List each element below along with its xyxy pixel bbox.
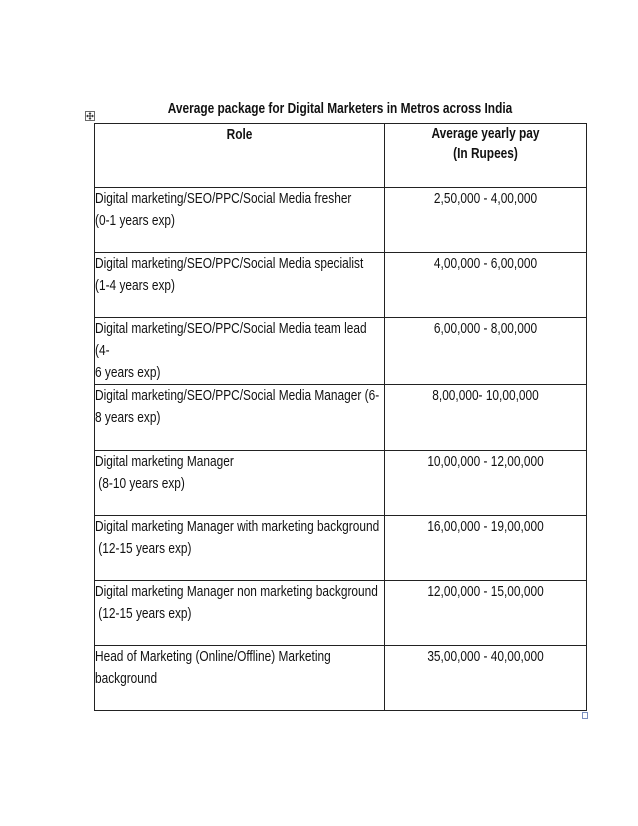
table-resize-handle-icon[interactable] — [582, 712, 588, 719]
table-row — [95, 645, 587, 710]
pay-cell: 35,00,000 - 40,00,000 — [385, 645, 587, 710]
role-cell: Digital marketing/SEO/PPC/Social Media fresher (0-1 years exp) — [95, 188, 385, 253]
role-cell: Digital marketing/SEO/PPC/Social Media team lead (4- 6 years exp) — [95, 318, 385, 385]
table-row — [95, 515, 587, 580]
pay-cell: 10,00,000 - 12,00,000 — [385, 450, 587, 515]
pay-cell: 2,50,000 - 4,00,000 — [385, 188, 587, 253]
pay-cell: 4,00,000 - 6,00,000 — [385, 253, 587, 318]
role-cell: Digital marketing/SEO/PPC/Social Media specialist (1-4 years exp) — [95, 253, 385, 318]
table-row — [95, 580, 587, 645]
pay-cell: 6,00,000 - 8,00,000 — [385, 318, 587, 385]
header-role: Role — [95, 124, 385, 188]
header-pay — [385, 124, 587, 188]
pay-cell: 8,00,000- 10,00,000 — [385, 385, 587, 450]
document-title: Average package for Digital Marketers in Metros across India — [167, 101, 513, 117]
role-cell: Head of Marketing (Online/Offline) Marketing background — [95, 645, 385, 710]
pay-cell: 12,00,000 - 15,00,000 — [385, 580, 587, 645]
table-row — [95, 253, 587, 318]
salary-table — [94, 123, 587, 711]
table-row — [95, 318, 587, 385]
table-row — [95, 188, 587, 253]
role-cell: Digital marketing Manager (8-10 years exp) — [95, 450, 385, 515]
role-cell: Digital marketing/SEO/PPC/Social Media Manager (6- 8 years exp) — [95, 385, 385, 450]
table-row — [95, 385, 587, 450]
role-cell: Digital marketing Manager with marketing background (12-15 years exp) — [95, 515, 385, 580]
role-cell: Digital marketing Manager non marketing background (12-15 years exp) — [95, 580, 385, 645]
table-move-handle-icon[interactable] — [85, 111, 95, 121]
header-pay-line1: Average yearly pay — [431, 126, 540, 142]
pay-cell: 16,00,000 - 19,00,000 — [385, 515, 587, 580]
table-header-row — [95, 124, 587, 188]
table-row — [95, 450, 587, 515]
header-pay-line2: (In Rupees) — [453, 146, 518, 162]
